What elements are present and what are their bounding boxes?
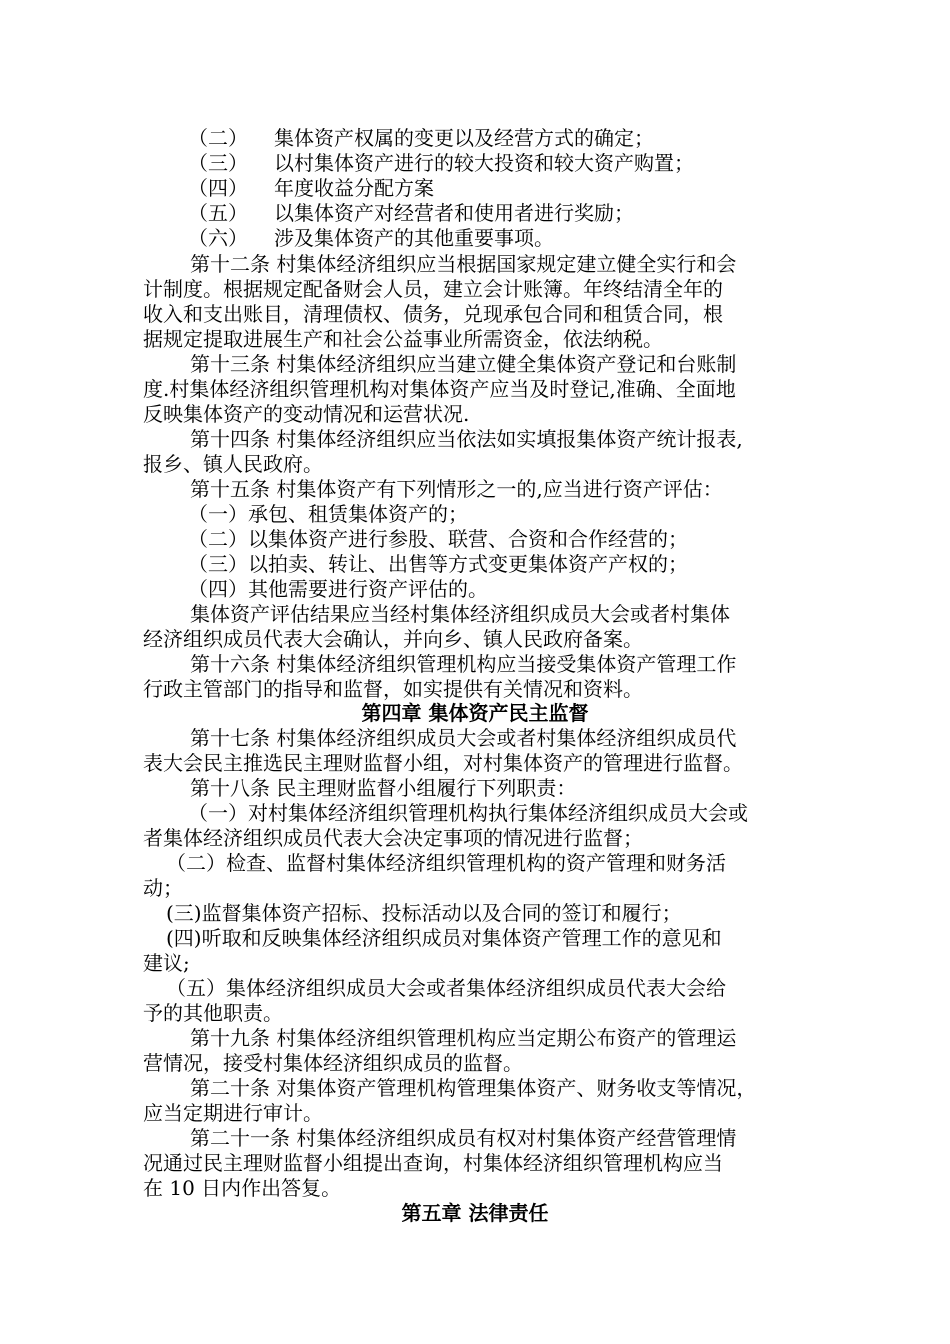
list-item (188, 226, 554, 250)
text-line: （三）以拍卖、转让、出售等方式变更集体资产产权的； (188, 552, 688, 576)
list-item-label: （二） (188, 126, 248, 150)
text-line: （五）集体经济组织成员大会或者集体经济组织成员代表大会给 (166, 976, 726, 1000)
list-item-label: （三） (188, 151, 248, 175)
text-line: 第十七条 村集体经济组织成员大会或者村集体经济组织成员代 (190, 726, 737, 750)
text-line: 动； (143, 876, 183, 900)
text-line: 者集体经济组织成员代表大会决定事项的情况进行监督； (143, 826, 643, 850)
list-item-text: 集体资产权属的变更以及经营方式的确定； (274, 126, 654, 150)
text-line: （四）其他需要进行资产评估的。 (188, 577, 488, 601)
list-item (188, 126, 654, 150)
chapter-heading: 第四章 集体资产民主监督 (361, 701, 589, 725)
text-line: 予的其他职责。 (143, 1001, 283, 1025)
text-line: 第二十一条 村集体经济组织成员有权对村集体资产经营管理情 (190, 1126, 737, 1150)
text-line: 行政主管部门的指导和监督，如实提供有关情况和资料。 (143, 677, 643, 701)
list-item-text: 年度收益分配方案 (274, 176, 434, 200)
text-line: (三)监督集体资产招标、投标活动以及合同的签订和履行； (166, 901, 682, 925)
list-item-text: 以集体资产对经营者和使用者进行奖励； (274, 201, 634, 225)
text-line: 反映集体资产的变动情况和运营状况. (143, 402, 470, 426)
list-item-label: （四） (188, 176, 248, 200)
list-item (188, 201, 634, 225)
text-line: 第十六条 村集体经济组织管理机构应当接受集体资产管理工作 (190, 652, 737, 676)
text-line: （二）以集体资产进行参股、联营、合资和合作经营的； (188, 527, 688, 551)
text-line: 第十三条 村集体经济组织应当建立健全集体资产登记和台账制 (190, 352, 737, 376)
text-line: （一）对村集体经济组织管理机构执行集体经济组织成员大会或 (188, 801, 748, 825)
list-item (188, 176, 434, 200)
text-line: （二）检查、监督村集体经济组织管理机构的资产管理和财务活 (166, 851, 726, 875)
text-line: 建议; (143, 951, 190, 975)
text-line: 第十四条 村集体经济组织应当依法如实填报集体资产统计报表, (190, 427, 743, 451)
text-line: 计制度。根据规定配备财会人员，建立会计账簿。年终结清全年的 (143, 277, 723, 301)
text-line: 应当定期进行审计。 (143, 1101, 323, 1125)
text-line: 集体资产评估结果应当经村集体经济组织成员大会或者村集体 (190, 602, 730, 626)
text-line: 第十八条 民主理财监督小组履行下列职责： (190, 776, 577, 800)
text-line: 第十二条 村集体经济组织应当根据国家规定建立健全实行和会 (190, 252, 737, 276)
list-item-text: 涉及集体资产的其他重要事项。 (274, 226, 554, 250)
text-line: 度.村集体经济组织管理机构对集体资产应当及时登记,准确、全面地 (143, 377, 736, 401)
list-item (188, 151, 694, 175)
text-line: (四)听取和反映集体经济组织成员对集体资产管理工作的意见和 (166, 926, 722, 950)
text-line: 第十九条 村集体经济组织管理机构应当定期公布资产的管理运 (190, 1026, 737, 1050)
list-item-label: （五） (188, 201, 248, 225)
list-item-label: （六） (188, 226, 248, 250)
chapter-heading: 第五章 法律责任 (401, 1201, 549, 1225)
text-line: 收入和支出账目，清理债权、债务，兑现承包合同和租赁合同，根 (143, 302, 723, 326)
text-line: 表大会民主推选民主理财监督小组，对村集体资产的管理进行监督。 (143, 751, 743, 775)
text-line: 第十五条 村集体资产有下列情形之一的,应当进行资产评估： (190, 477, 723, 501)
text-line: 经济组织成员代表大会确认，并向乡、镇人民政府备案。 (143, 627, 643, 651)
list-item-text: 以村集体资产进行的较大投资和较大资产购置； (274, 151, 694, 175)
text-line: 第二十条 对集体资产管理机构管理集体资产、财务收支等情况， (190, 1076, 757, 1100)
text-line: 在 10 日内作出答复。 (143, 1176, 342, 1200)
text-line: 报乡、镇人民政府。 (143, 452, 323, 476)
text-line: （一）承包、租赁集体资产的； (188, 502, 468, 526)
text-line: 营情况，接受村集体经济组织成员的监督。 (143, 1051, 523, 1075)
text-line: 况通过民主理财监督小组提出查询，村集体经济组织管理机构应当 (143, 1151, 723, 1175)
text-line: 据规定提取进展生产和社会公益事业所需资金，依法纳税。 (143, 327, 663, 351)
